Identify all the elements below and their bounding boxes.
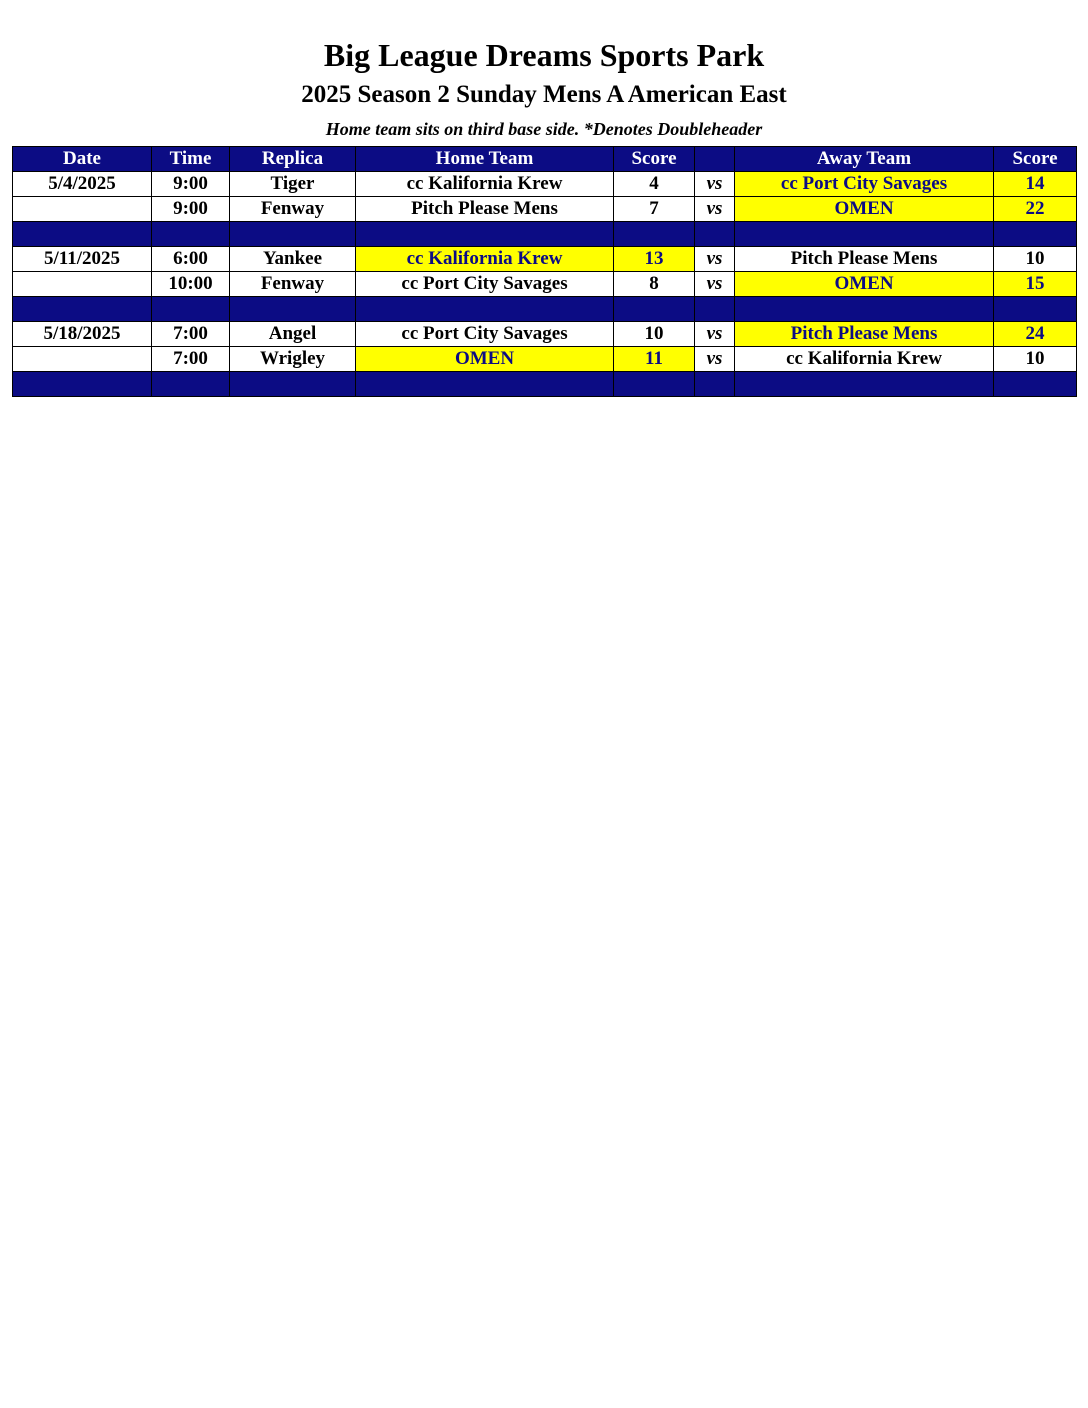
home-score: 11 (614, 347, 695, 372)
game-time: 9:00 (152, 172, 230, 197)
home-team: cc Port City Savages (356, 322, 614, 347)
home-team-note: Home team sits on third base side. *Denotes Doubleheader (325, 119, 763, 139)
game-replica: Tiger (230, 172, 356, 197)
column-header-home-score: Score (614, 147, 695, 172)
table-row (13, 172, 1077, 197)
away-score: 14 (994, 172, 1077, 197)
vs-label: vs (695, 247, 735, 272)
page-title: Big League Dreams Sports Park (323, 37, 765, 73)
away-score: 24 (994, 322, 1077, 347)
away-score: 15 (994, 272, 1077, 297)
home-team: Pitch Please Mens (356, 197, 614, 222)
home-score: 7 (614, 197, 695, 222)
game-replica: Wrigley (230, 347, 356, 372)
home-team: OMEN (356, 347, 614, 372)
column-header-home-team: Home Team (356, 147, 614, 172)
game-date (13, 272, 152, 297)
column-header-away-team: Away Team (735, 147, 994, 172)
game-date: 5/4/2025 (13, 172, 152, 197)
game-replica: Yankee (230, 247, 356, 272)
away-team: Pitch Please Mens (735, 247, 994, 272)
vs-label: vs (695, 172, 735, 197)
away-score: 10 (994, 247, 1077, 272)
home-team: cc Port City Savages (356, 272, 614, 297)
table-row (13, 247, 1077, 272)
away-team: OMEN (735, 197, 994, 222)
week-separator-row (13, 297, 1077, 322)
table-row (13, 272, 1077, 297)
game-time: 9:00 (152, 197, 230, 222)
column-header-time: Time (152, 147, 230, 172)
game-time: 7:00 (152, 322, 230, 347)
vs-label: vs (695, 197, 735, 222)
column-header-vs (695, 147, 735, 172)
away-score: 10 (994, 347, 1077, 372)
game-date (13, 197, 152, 222)
game-replica: Fenway (230, 197, 356, 222)
home-score: 4 (614, 172, 695, 197)
away-team: OMEN (735, 272, 994, 297)
away-team: Pitch Please Mens (735, 322, 994, 347)
table-row (13, 197, 1077, 222)
home-team: cc Kalifornia Krew (356, 172, 614, 197)
column-header-replica: Replica (230, 147, 356, 172)
game-time: 10:00 (152, 272, 230, 297)
game-replica: Angel (230, 322, 356, 347)
table-header-row (13, 147, 1077, 172)
vs-label: vs (695, 322, 735, 347)
table-row (13, 347, 1077, 372)
vs-label: vs (695, 272, 735, 297)
home-score: 10 (614, 322, 695, 347)
game-time: 6:00 (152, 247, 230, 272)
schedule-table (12, 146, 1077, 397)
game-date: 5/18/2025 (13, 322, 152, 347)
game-date: 5/11/2025 (13, 247, 152, 272)
game-replica: Fenway (230, 272, 356, 297)
vs-label: vs (695, 347, 735, 372)
table-row (13, 322, 1077, 347)
week-separator-row (13, 372, 1077, 397)
away-score: 22 (994, 197, 1077, 222)
page-subtitle: 2025 Season 2 Sunday Mens A American East (301, 81, 787, 108)
away-team: cc Port City Savages (735, 172, 994, 197)
game-time: 7:00 (152, 347, 230, 372)
game-date (13, 347, 152, 372)
home-score: 13 (614, 247, 695, 272)
column-header-away-score: Score (994, 147, 1077, 172)
week-separator-row (13, 222, 1077, 247)
home-team: cc Kalifornia Krew (356, 247, 614, 272)
away-team: cc Kalifornia Krew (735, 347, 994, 372)
home-score: 8 (614, 272, 695, 297)
column-header-date: Date (13, 147, 152, 172)
